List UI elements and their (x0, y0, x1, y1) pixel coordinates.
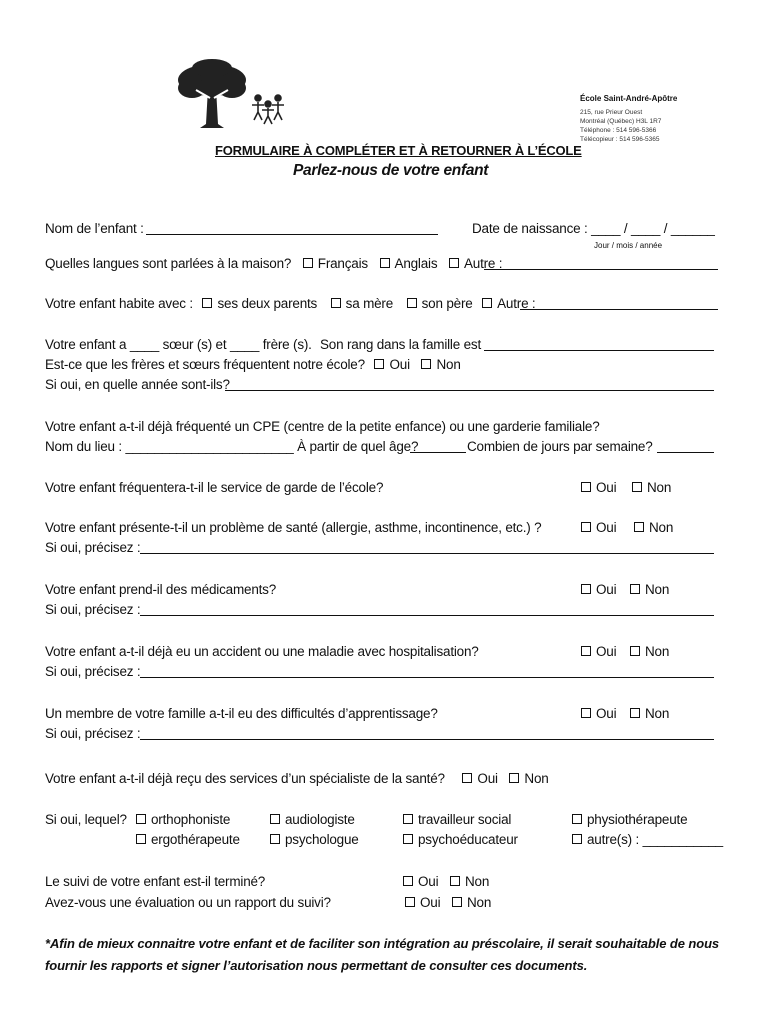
specialist-option: psychoéducateur (403, 832, 518, 847)
checkbox[interactable] (136, 814, 146, 824)
siblings-year-field[interactable] (225, 390, 714, 391)
yes-no-group: Oui Non (581, 480, 671, 495)
checkbox[interactable] (331, 298, 341, 308)
languages-row: Quelles langues sont parlées à la maison? Français Anglais Autre : (45, 256, 503, 271)
checkbox[interactable] (581, 522, 591, 532)
specify-field[interactable] (140, 615, 714, 616)
daycare-question: Votre enfant fréquentera-t-il le service de garde de l’école? (45, 480, 384, 495)
specify-label: Si oui, précisez : (45, 540, 141, 555)
specialist-row: Votre enfant a-t-il déjà reçu des services d’un spécialiste de la santé? Oui Non (45, 771, 549, 786)
specialist-option: ergothérapeute (136, 832, 240, 847)
school-logo (172, 58, 290, 132)
checkbox[interactable] (630, 584, 640, 594)
school-address: 215, rue Prieur Ouest Montréal (Québec) H3L 1R7 Téléphone : 514 596-5366 Télécopieur : 514 596-5365 (580, 109, 662, 143)
checkbox[interactable] (136, 834, 146, 844)
checkbox[interactable] (270, 834, 280, 844)
yes-no-group: Oui Non (581, 582, 669, 597)
checkbox[interactable] (403, 876, 413, 886)
checkbox[interactable] (421, 359, 431, 369)
checkbox[interactable] (630, 708, 640, 718)
specialist-option: orthophoniste (136, 812, 230, 827)
checkbox[interactable] (581, 646, 591, 656)
school-name: École Saint-André-Apôtre (580, 94, 678, 103)
cpe-label: Votre enfant a-t-il déjà fréquenté un CPE (centre de la petite enfance) ou une garderie familiale? (45, 419, 600, 434)
specify-field[interactable] (140, 677, 714, 678)
yes-no-group: Oui Non (405, 895, 491, 910)
checkbox[interactable] (303, 258, 313, 268)
specialist-option: psychologue (270, 832, 359, 847)
yes-no-group: Oui Non (581, 520, 673, 535)
tree-with-children-logo (172, 58, 290, 132)
checkbox[interactable] (374, 359, 384, 369)
specify-field[interactable] (140, 553, 714, 554)
yes-no-group: Oui Non (581, 706, 669, 721)
checkbox[interactable] (202, 298, 212, 308)
days-label: Combien de jours par semaine? (467, 439, 653, 454)
checkbox[interactable] (581, 482, 591, 492)
specify-label: Si oui, précisez : (45, 602, 141, 617)
birth-date-hint: Jour / mois / année (594, 241, 663, 250)
specialist-option: autre(s) : ___________ (572, 832, 723, 847)
age-field[interactable] (410, 452, 466, 453)
siblings-school-row: Est-ce que les frères et sœurs fréquentent notre école? Oui Non (45, 357, 461, 372)
rank-label: Son rang dans la famille est (320, 337, 481, 352)
checkbox[interactable] (509, 773, 519, 783)
siblings-label: Votre enfant a ____ sœur (s) et ____ frère (s). (45, 337, 312, 352)
specialist-option: physiothérapeute (572, 812, 687, 827)
followup-report-label: Avez-vous une évaluation ou un rapport du suivi? (45, 895, 331, 910)
specialist-option: travailleur social (403, 812, 511, 827)
checkbox[interactable] (270, 814, 280, 824)
specialist-which-label: Si oui, lequel? (45, 812, 127, 827)
specialist-option: audiologiste (270, 812, 355, 827)
yes-no-group: Oui Non (403, 874, 489, 889)
followup-finished-label: Le suivi de votre enfant est-il terminé? (45, 874, 266, 889)
checkbox[interactable] (634, 522, 644, 532)
rank-field[interactable] (484, 350, 714, 351)
checkbox[interactable] (403, 814, 413, 824)
form-subtitle: Parlez-nous de votre enfant (293, 162, 489, 179)
checkbox[interactable] (462, 773, 472, 783)
checkbox[interactable] (482, 298, 492, 308)
specify-label: Si oui, précisez : (45, 726, 141, 741)
lives-with-label: Votre enfant habite avec : (45, 296, 193, 311)
child-name-field[interactable] (146, 234, 438, 235)
health-question: Votre enfant présente-t-il un problème de santé (allergie, asthme, incontinence, etc.) ? (45, 520, 542, 535)
birth-date-label: Date de naissance : ____ / ____ / ______ (472, 221, 715, 236)
languages-label: Quelles langues sont parlées à la maison? (45, 256, 292, 271)
lives-other-field[interactable] (520, 309, 718, 310)
days-field[interactable] (657, 452, 714, 453)
learning-difficulties-question: Un membre de votre famille a-t-il eu des difficultés d’apprentissage? (45, 706, 438, 721)
checkbox[interactable] (581, 708, 591, 718)
specify-label: Si oui, précisez : (45, 664, 141, 679)
footer-note: *Afin de mieux connaitre votre enfant et de faciliter son intégration au préscolaire, il serait souhaitable de nous fournir les rapports et signer l’autorisation nous permettant de consulter ces documents. (45, 936, 720, 973)
language-other-field[interactable] (484, 269, 718, 270)
hospitalisation-question: Votre enfant a-t-il déjà eu un accident ou une maladie avec hospitalisation? (45, 644, 479, 659)
specify-field[interactable] (140, 739, 714, 740)
form-title: FORMULAIRE À COMPLÉTER ET À RETOURNER À L’ÉCOLE (215, 143, 582, 158)
place-name-label: Nom du lieu : _______________________ À partir de quel âge? (45, 439, 419, 454)
medication-question: Votre enfant prend-il des médicaments? (45, 582, 277, 597)
checkbox[interactable] (380, 258, 390, 268)
checkbox[interactable] (449, 258, 459, 268)
checkbox[interactable] (632, 482, 642, 492)
checkbox[interactable] (572, 834, 582, 844)
checkbox[interactable] (630, 646, 640, 656)
child-name-label: Nom de l’enfant : (45, 221, 144, 236)
checkbox[interactable] (403, 834, 413, 844)
checkbox[interactable] (405, 897, 415, 907)
checkbox[interactable] (450, 876, 460, 886)
checkbox[interactable] (572, 814, 582, 824)
checkbox[interactable] (452, 897, 462, 907)
lives-with-row: Votre enfant habite avec : ses deux parents sa mère son père Autre : (45, 296, 536, 311)
checkbox[interactable] (407, 298, 417, 308)
yes-no-group: Oui Non (581, 644, 669, 659)
siblings-year-label: Si oui, en quelle année sont-ils? (45, 377, 230, 392)
checkbox[interactable] (581, 584, 591, 594)
